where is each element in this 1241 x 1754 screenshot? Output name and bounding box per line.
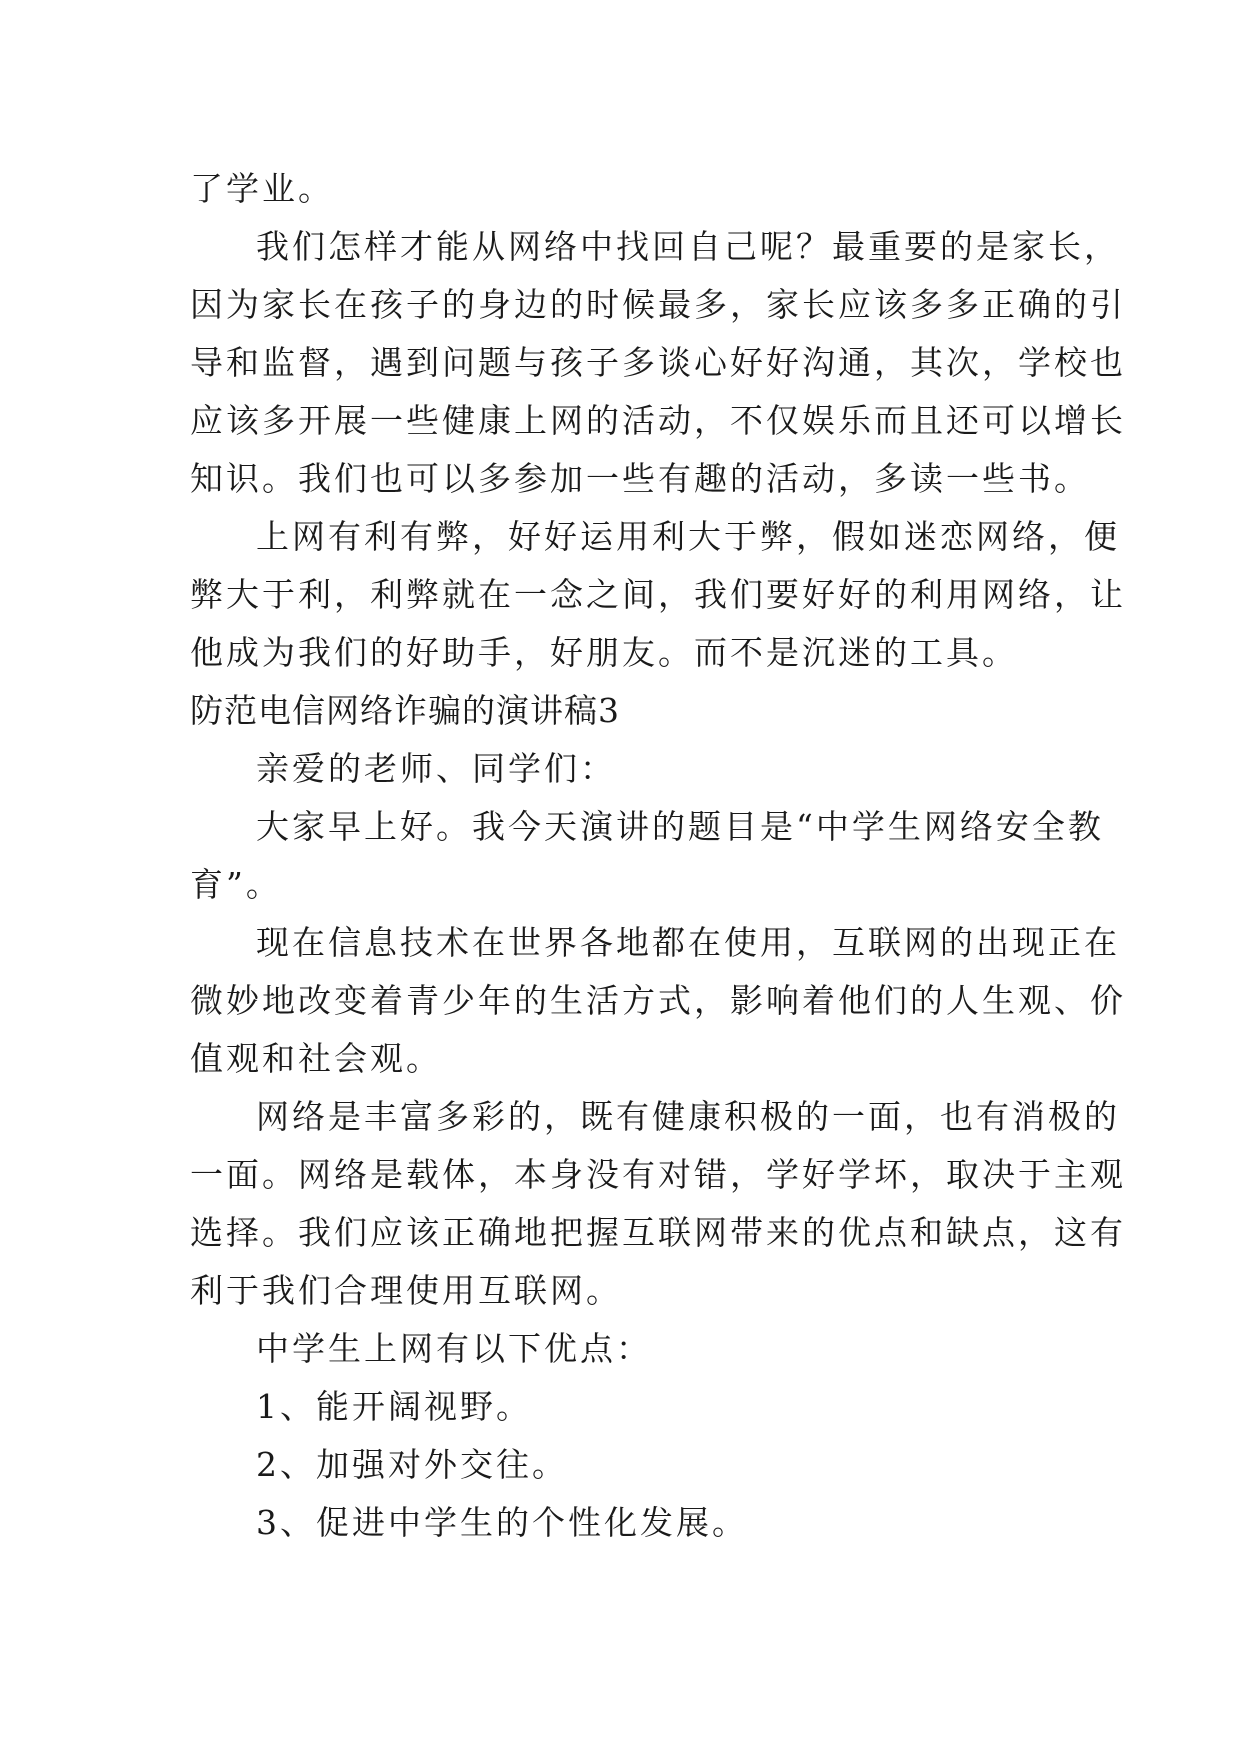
document-body [190, 160, 1126, 1552]
text-line: 微妙地改变着青少年的生活方式，影响着他们的人生观、价 [190, 981, 1126, 1020]
text-line: 他成为我们的好助手，好朋友。而不是沉迷的工具。 [190, 633, 1018, 672]
text-line: 选择。我们应该正确地把握互联网带来的优点和缺点，这有 [190, 1213, 1126, 1252]
text-line: 利于我们合理使用互联网。 [190, 1271, 622, 1310]
text-line: 一面。网络是载体，本身没有对错，学好学坏，取决于主观 [190, 1155, 1126, 1194]
text-line: 中学生上网有以下优点： [256, 1329, 652, 1368]
text-line: 了学业。 [190, 169, 334, 208]
section-heading: 防范电信网络诈骗的演讲稿3 [190, 691, 620, 730]
text-line: 应该多开展一些健康上网的活动，不仅娱乐而且还可以增长 [190, 401, 1126, 440]
text-line: 2、加强对外交往。 [256, 1445, 568, 1484]
text-line: 大家早上好。我今天演讲的题目是“中学生网络安全教 [256, 807, 1104, 846]
text-line: 值观和社会观。 [190, 1039, 442, 1078]
text-line: 1、能开阔视野。 [256, 1387, 532, 1426]
text-line: 我们怎样才能从网络中找回自己呢？最重要的是家长， [256, 227, 1120, 266]
text-line: 3、促进中学生的个性化发展。 [256, 1503, 748, 1542]
text-line: 上网有利有弊，好好运用利大于弊，假如迷恋网络，便 [256, 517, 1120, 556]
text-line: 因为家长在孩子的身边的时候最多，家长应该多多正确的引 [190, 285, 1126, 324]
text-line: 知识。我们也可以多参加一些有趣的活动，多读一些书。 [190, 459, 1090, 498]
text-line: 网络是丰富多彩的，既有健康积极的一面，也有消极的 [256, 1097, 1120, 1136]
text-line: 育”。 [190, 865, 282, 904]
text-line: 导和监督，遇到问题与孩子多谈心好好沟通，其次，学校也 [190, 343, 1126, 382]
text-line: 弊大于利，利弊就在一念之间，我们要好好的利用网络，让 [190, 575, 1126, 614]
text-line: 现在信息技术在世界各地都在使用，互联网的出现正在 [256, 923, 1120, 962]
text-line: 亲爱的老师、同学们： [256, 749, 616, 788]
